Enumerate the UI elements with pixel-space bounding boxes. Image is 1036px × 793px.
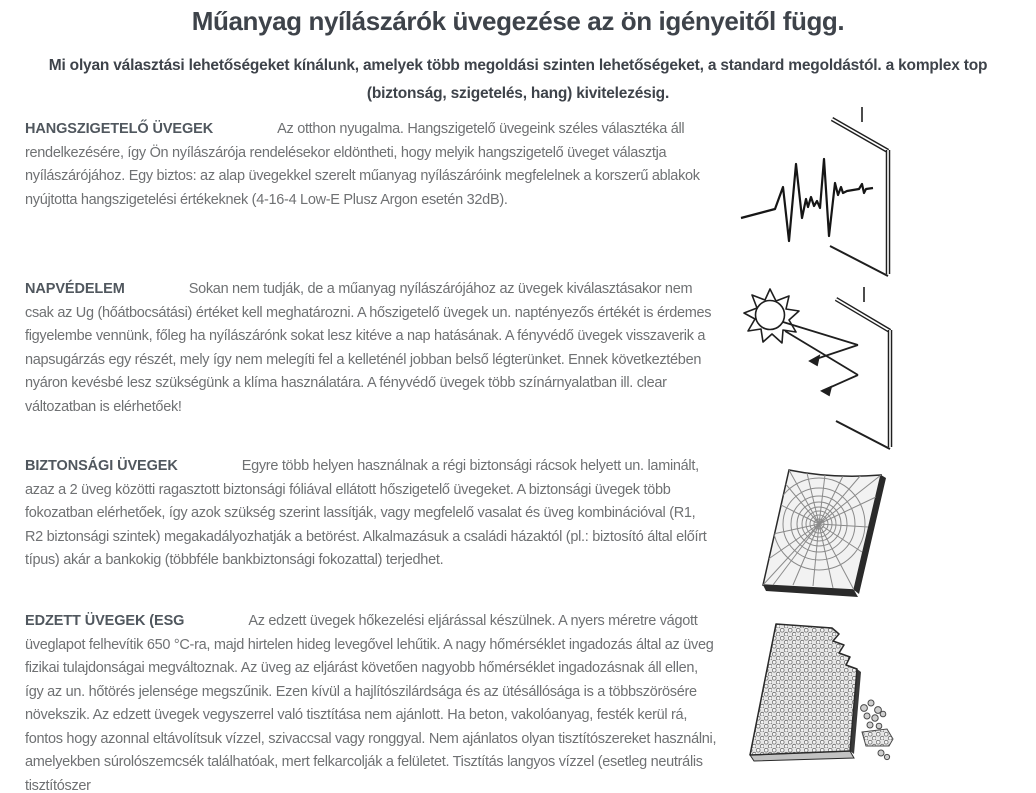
section-body-soundproof: Az otthon nyugalma. Hangszigetelő üvegeink széles választéka áll rendelkezésére, így Ön nyílászárója rendelésekor eldöntheti, hogy melyik hangszigetelő üveget választja nyílászárójához. Egy biztos: az alap üvegekkel szerelt műanyag nyílászáróink megfelelnek a korszerű ablakok nyújtotta hangszigetelési értékeknek (4-16-4 Low-E Plusz Argon esetén 32dB).: [25, 121, 700, 208]
section-tempered-glass: [25, 610, 717, 793]
security-glass-illustration-svg: [745, 452, 905, 600]
section-body-security: Egyre több helyen használnak a régi biztonsági rácsok helyett un. laminált, azaz a 2 üveg közötti ragasztott biztonsági fóliával ellátott hőszigetelő üvegeket. A biztonsági üvegek több fokozatban elérhetőek, így azok szükség szerint lassítják, vagy megfelelő vasalat és üveg kombinációval (R1, R2 biztonsági szintek) megakadályozhatják a betörést. Alkalmazásuk a családi házaktól (pl.: biztosító által előírt típus) akár a bankokig (többféle bankbiztonsági fokozattal) terjedhet.: [25, 458, 707, 568]
page-title: Műanyag nyílászárók üvegezése az ön igényeitől függ.: [191, 6, 845, 36]
falling-fragments: [861, 700, 893, 760]
section-body-tempered: Az edzett üvegek hőkezelési eljárással készülnek. A nyers méretre vágott üveglapot felhevítik 650 °C-ra, majd hirtelen hideg levegővel lehűtik. A nagy hőmérséklet ingadozás által az üveg fizikai tulajdonságai megváltoznak. Az üveg az eljárást követően nagyobb hőmérséklet ingadozásnak áll ellen, így az un. hőtörés jelensége megszűnik. Ezen kívül a hajlítószilárdsága és az ütésállósága is a többszörösére növekszik. Az edzett üvegek vegyszerrel való tisztítása nem ajánlott. Ha beton, vakolóanyag, festék kerül rá, fontos hogy azonnal eltávolítsuk vízzel, szivaccsal vagy ronggyal. Nem ajánlatos olyan tisztítószereket használni, amelyekben súrolószemcsék találhatóak, mert felkarcolják a felületet. Tisztítás langyos vízzel (esetleg neutrális tisztítószer: [25, 613, 717, 793]
sound-wave-glass-icon: [740, 106, 900, 278]
pane-face: [750, 624, 857, 755]
section-body-sun-protection: Sokan nem tudják, de a műanyag nyílászárójához az üvegek kiválasztásakor nem csak az Ug (hőátbocsátási) értéket kell meghatározni. A hőszigetelő üvegek un. naptényezős értékét is érdemes figyelembe vennünk, főleg ha nyílászárónk sokat lesz kitéve a nap hatásának. A fényvédő üvegek visszaverik a napsugárzás egy részét, mely így nem melegíti fel a kelleténél jobban belső légterünket. Ennek következtében nyáron kevésbé lesz szükségünk a klíma használatára. A fényvédő üvegek több színárnyalatban ill. clear változatban is elérhetőek!: [25, 281, 712, 415]
tempered-glass-illustration-svg: [740, 612, 905, 772]
heading-body-gap: [125, 292, 189, 293]
laminated-cracked-glass-icon: [745, 452, 905, 600]
subtitle-line-1: Mi olyan választási lehetőségeket kínálunk, amelyek több megoldási szinten lehetőségeket, a standard megoldástól. a komplex top: [48, 57, 988, 74]
heading-body-gap: [184, 624, 248, 625]
subtitle-line-2: (biztonság, szigetelés, hang) kivitelezésig.: [366, 85, 670, 102]
heading-body-gap: [178, 469, 242, 470]
page-subtitle: [0, 52, 1036, 108]
sun-reflection-glass-icon: [740, 285, 900, 455]
section-heading-security: BIZTONSÁGI ÜVEGEK: [25, 458, 178, 474]
soundproof-illustration-svg: [740, 106, 900, 278]
section-security-glass: [25, 455, 717, 573]
section-sun-protection: [25, 278, 717, 419]
section-soundproof-glass: [25, 118, 717, 212]
heading-body-gap: [213, 132, 277, 133]
reflected-rays: [783, 322, 858, 395]
sound-wave: [741, 159, 873, 241]
tempered-shattered-glass-icon: [740, 612, 905, 772]
section-heading-soundproof: HANGSZIGETELŐ ÜVEGEK: [25, 121, 214, 137]
section-heading-sun-protection: NAPVÉDELEM: [25, 281, 125, 297]
sun-protection-illustration-svg: [740, 285, 900, 455]
glass-pane: [836, 287, 890, 449]
section-heading-tempered: EDZETT ÜVEGEK (ESG: [25, 613, 185, 629]
